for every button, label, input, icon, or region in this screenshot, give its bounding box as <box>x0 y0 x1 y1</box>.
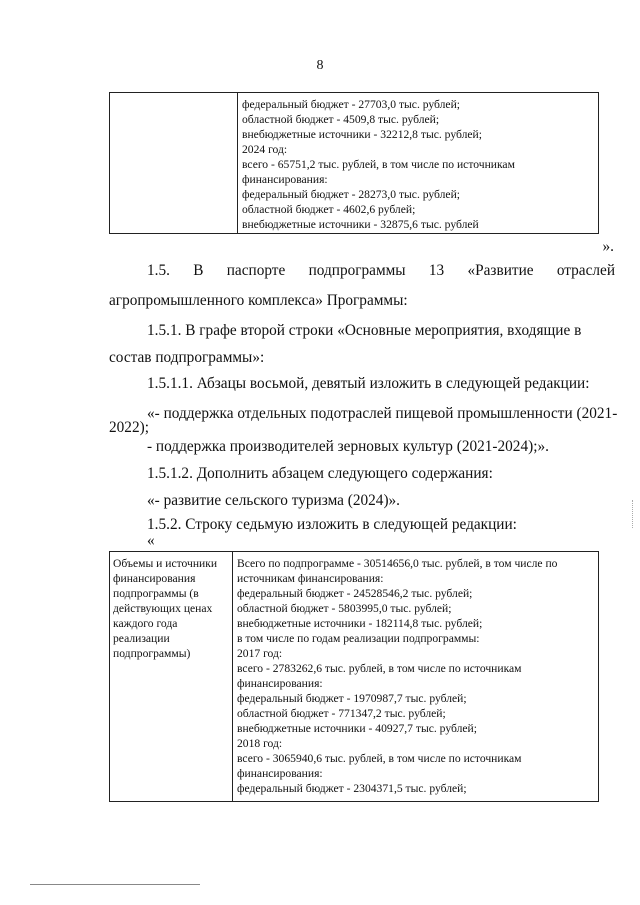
table2-line: Всего по подпрограмме - 30514656,0 тыс. рублей, в том числе по <box>237 557 558 570</box>
table2-left-line: финансирования <box>113 572 196 585</box>
table2-left-line: подпрограммы) <box>113 647 191 660</box>
item-1-5-word: 1.5. <box>147 262 170 279</box>
table2-line: федеральный бюджет - 24528546,2 тыс. рублей; <box>237 587 473 600</box>
item-1-5-word: паспорте <box>226 262 286 279</box>
table1-right-cell <box>238 93 599 234</box>
table1-left-cell <box>110 93 238 234</box>
item-1-5-word: 13 <box>428 262 445 279</box>
table1-line: всего - 65751,2 тыс. рублей, в том числе по источникам <box>242 158 515 171</box>
table1-line: федеральный бюджет - 28273,0 тыс. рублей; <box>242 188 460 201</box>
table2-line: 2017 год: <box>237 647 283 660</box>
table1-line: областной бюджет - 4509,8 тыс. рублей; <box>242 113 440 126</box>
table2-line: финансирования: <box>237 677 323 690</box>
closing-quote: ». <box>602 238 614 255</box>
table2-line: федеральный бюджет - 2304371,5 тыс. рублей; <box>237 782 467 795</box>
table2-line: федеральный бюджет - 1970987,7 тыс. рублей; <box>237 692 467 705</box>
quote-1-line1: «- поддержка отдельных подотраслей пищевой промышленности (2021- <box>147 405 618 422</box>
table2-line: в том числе по годам реализации подпрограммы: <box>237 632 480 645</box>
item-1-5-1-line2: состав подпрограммы»: <box>109 349 265 366</box>
table1-line: областной бюджет - 4602,6 рублей; <box>242 203 416 216</box>
item-1-5-word: В <box>193 262 204 279</box>
page-number: 8 <box>316 58 324 73</box>
item-1-5-1-1: 1.5.1.1. Абзацы восьмой, девятый изложить в следующей редакции: <box>147 375 590 392</box>
margin-mark <box>632 500 633 528</box>
open-quote: « <box>147 532 155 549</box>
table2-left-line: каждого года <box>113 617 178 630</box>
table2-left-cell <box>110 552 233 802</box>
item-1-5-2: 1.5.2. Строку седьмую изложить в следующей редакции: <box>147 516 517 533</box>
table2-right-cell <box>233 552 599 802</box>
table1-line: федеральный бюджет - 27703,0 тыс. рублей; <box>242 98 460 111</box>
table2-line: финансирования: <box>237 767 323 780</box>
item-1-5-word: подпрограммы <box>308 262 406 279</box>
item-1-5-word: «Развитие <box>467 262 534 279</box>
table2-left-line: реализации <box>113 632 170 645</box>
table2-line: 2018 год: <box>237 737 283 750</box>
item-1-5-heading <box>147 262 615 280</box>
funding-table-continuation <box>109 92 599 234</box>
table2-line: областной бюджет - 5803995,0 тыс. рублей; <box>237 602 452 615</box>
table2-line: областной бюджет - 771347,2 тыс. рублей; <box>237 707 446 720</box>
table2-line: внебюджетные источники - 40927,7 тыс. рублей; <box>237 722 477 735</box>
item-1-5-1-line1: 1.5.1. В графе второй строки «Основные мероприятия, входящие в <box>147 322 582 339</box>
table1-line: 2024 год: <box>242 143 288 156</box>
table1-line: внебюджетные источники - 32875,6 тыс. рублей <box>242 218 479 231</box>
quote-2: «- развитие сельского туризма (2024)». <box>147 492 401 509</box>
footer-rule <box>30 884 200 885</box>
quote-1-line3: - поддержка производителей зерновых культур (2021-2024);». <box>147 438 549 455</box>
table2-left-line: действующих ценах <box>113 602 213 615</box>
item-1-5-continuation: агропромышленного комплекса» Программы: <box>109 292 408 309</box>
item-1-5-word: отраслей <box>556 262 615 279</box>
item-1-5-1-2: 1.5.1.2. Дополнить абзацем следующего содержания: <box>147 465 493 482</box>
table1-line: внебюджетные источники - 32212,8 тыс. рублей; <box>242 128 482 141</box>
table2-line: всего - 3065940,6 тыс. рублей, в том числе по источникам <box>237 752 522 765</box>
table1-line: финансирования: <box>242 173 328 186</box>
table2-line: всего - 2783262,6 тыс. рублей, в том числе по источникам <box>237 662 522 675</box>
table2-left-line: Объемы и источники <box>113 557 218 570</box>
quote-1-line2: 2022); <box>109 419 149 436</box>
table2-left-line: подпрограммы (в <box>113 587 199 600</box>
table2-line: внебюджетные источники - 182114,8 тыс. рублей; <box>237 617 483 630</box>
funding-table <box>109 551 599 802</box>
table2-line: источникам финансирования: <box>237 572 384 585</box>
